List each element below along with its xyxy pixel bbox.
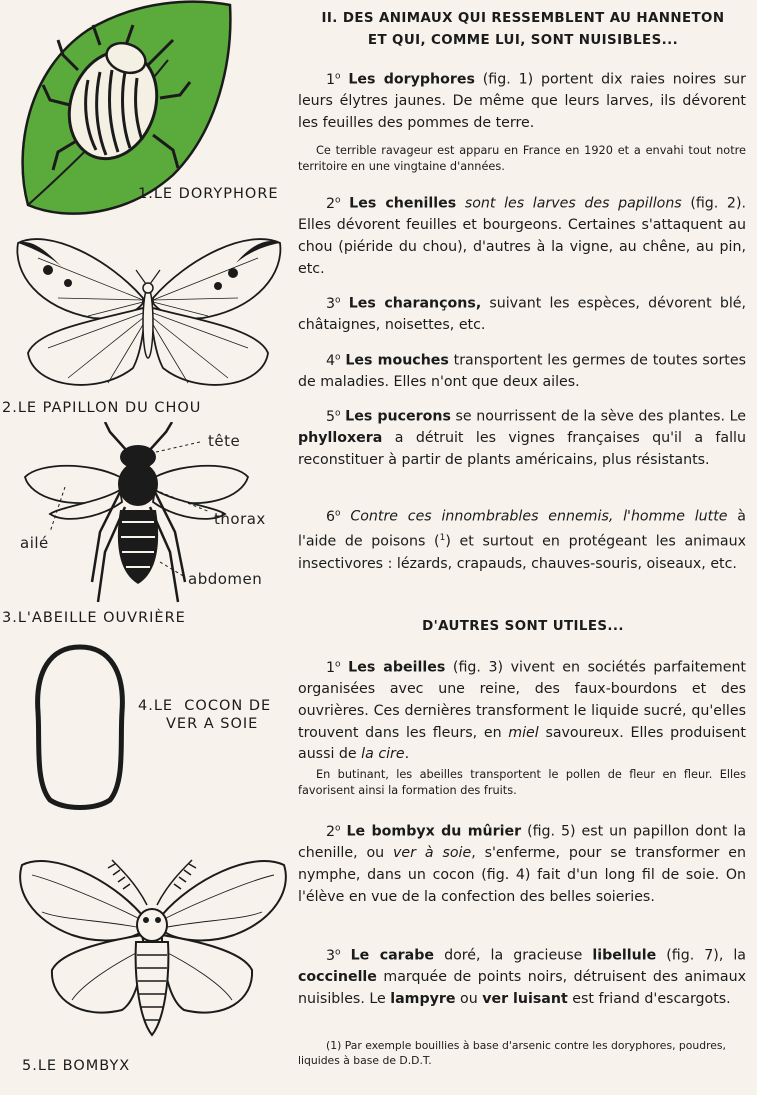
term-phylloxera: phylloxera [298, 430, 383, 447]
term-pucerons: Les pucerons [345, 408, 451, 425]
paragraph-chenilles [298, 190, 746, 280]
para-number: 5$^o$ [326, 408, 341, 425]
para-text: savoureux. Elles produisent aussi de [298, 724, 746, 763]
para-text: (fig. 5) est un papillon dont la chenille, ou [298, 823, 747, 862]
para-number: 3$^o$ [326, 295, 341, 312]
term-libellule: libellule [592, 947, 657, 964]
paragraph-bombyx [298, 818, 746, 908]
paragraph-charancons [298, 290, 746, 337]
para-italic: la cire [361, 746, 405, 763]
paragraph-mouches [298, 347, 746, 394]
bee-label-thorax: thorax [214, 510, 266, 528]
paragraph-pucerons [298, 403, 746, 472]
footnote: (1) Par exemple bouillies à base d'arsenic contre les doryphores, poudres, liquides à base de D.D.T. [298, 1039, 726, 1067]
para-italic: Contre ces innombrables ennemis, l'homme lutte [350, 508, 728, 525]
paragraph-abeilles [298, 654, 746, 766]
para-text: marquée de points noirs, détruisent des animaux nuisibles. Le [298, 969, 746, 1007]
para-text: à l'aide de poisons ( [298, 508, 746, 551]
term-bombyx: Le bombyx du mûrier [346, 823, 522, 840]
para-number: 3$^o$ [326, 947, 341, 964]
caption-fig4-line2: VER A SOIE [166, 716, 259, 732]
note-doryphores: Ce terrible ravageur est apparu en France en 1920 et a envahi tout notre territoire en une vingtaine d'années. [298, 144, 746, 173]
term-ver-luisant: ver luisant [482, 990, 568, 1007]
section1-heading [298, 8, 748, 52]
para-text: (fig. 2). Elles dévorent feuilles et bourgeons. Certaines s'attaquent au chou (piéride du chou), d'autres à la vigne, au chêne, au pin, etc. [298, 195, 746, 277]
section2-heading: D'AUTRES SONT UTILES... [422, 619, 624, 634]
text-column [298, 0, 748, 1095]
paragraph-carabe [298, 942, 746, 1011]
para-number: 2$^o$ [326, 823, 341, 840]
paragraph-ennemis [298, 503, 746, 575]
para-italic: ver à soie [393, 845, 472, 862]
para-text: a détruit les vignes françaises qu'il a fallu reconstituer à partir de plants américains, plus résistants. [298, 430, 746, 468]
paragraph-doryphores [298, 66, 746, 135]
para-text: ) et surtout en protégeant les animaux insectivores : lézards, crapauds, chauves-souris, oiseaux, etc. [298, 534, 746, 572]
illustration-column [0, 0, 300, 1095]
para-italic: miel [508, 724, 539, 741]
para-text: est friand d'escargots. [567, 990, 731, 1007]
para-text: (fig. 7), la [656, 947, 746, 964]
term-lampyre: lampyre [390, 990, 456, 1007]
caption-fig3: 3.L'ABEILLE OUVRIÈRE [2, 610, 186, 626]
section1-heading-line2: ET QUI, COMME LUI, SONT NUISIBLES... [367, 33, 679, 48]
caption-fig2: 2.LE PAPILLON DU CHOU [2, 400, 202, 416]
para-text: transportent les germes de toutes sortes de maladies. Elles n'ont que deux ailes. [298, 352, 746, 391]
caption-fig1: 1.LE DORYPHORE [138, 186, 279, 202]
para-text: ou [455, 990, 483, 1007]
bee-label-abdomen: abdomen [188, 570, 263, 588]
footnote-ref: 1 [439, 533, 446, 544]
para-number: 6$^o$ [326, 508, 341, 525]
para-text: doré, la gracieuse [434, 947, 593, 964]
para-italic: sont les larves des papillons [456, 195, 682, 212]
bombyx-illustration [12, 850, 297, 1050]
term-coccinelle: coccinelle [298, 969, 377, 986]
caption-fig4-line1: 4.LE COCON DE [138, 698, 272, 714]
para-number: 1$^o$ [326, 659, 341, 676]
term-charancons: Les charançons, [348, 295, 482, 312]
para-text: (fig. 1) portent dix raies noires sur leurs élytres jaunes. De même que leurs larves, ils dévorent les feuilles des pommes de terre. [298, 71, 747, 131]
para-text: se nourrissent de la sève des plantes. Le [450, 408, 746, 425]
term-abeilles: Les abeilles [348, 659, 446, 676]
section1-heading-line1: II. DES ANIMAUX QUI RESSEMBLENT AU HANNETON [321, 11, 725, 26]
para-text: suivant les espèces, dévorent blé, châtaignes, noisettes, etc. [298, 295, 746, 334]
bee-label-tete: tête [208, 432, 241, 450]
term-chenilles: Les chenilles [349, 195, 457, 212]
caption-fig5: 5.LE BOMBYX [22, 1058, 131, 1074]
papillon-illustration [8, 228, 288, 398]
term-doryphores: Les doryphores [348, 71, 475, 88]
bee-label-aile: ailé [20, 534, 49, 552]
para-text: (fig. 3) vivent en sociétés parfaitement organisées avec une reine, des faux-bourdons et des ouvrières. Ces dernières transforment le liquide sucré, qu'elles trouvent dans les fleurs, en [298, 659, 746, 741]
para-number: 1$^o$ [326, 71, 341, 88]
para-text: . [404, 746, 410, 763]
term-mouches: Les mouches [345, 352, 449, 369]
note-abeilles: En butinant, les abeilles transportent le pollen de fleur en fleur. Elles favorisent ainsi la formation des fruits. [298, 768, 746, 797]
term-carabe: Le carabe [350, 947, 435, 964]
para-text: , s'enferme, pour se transformer en nymphe, dans un cocon (fig. 4) fait d'un long fil de soie. On l'élève en vue de la confection des belles soieries. [298, 845, 746, 905]
para-number: 4$^o$ [326, 352, 341, 369]
cocon-illustration [30, 642, 130, 812]
para-number: 2$^o$ [326, 195, 341, 212]
